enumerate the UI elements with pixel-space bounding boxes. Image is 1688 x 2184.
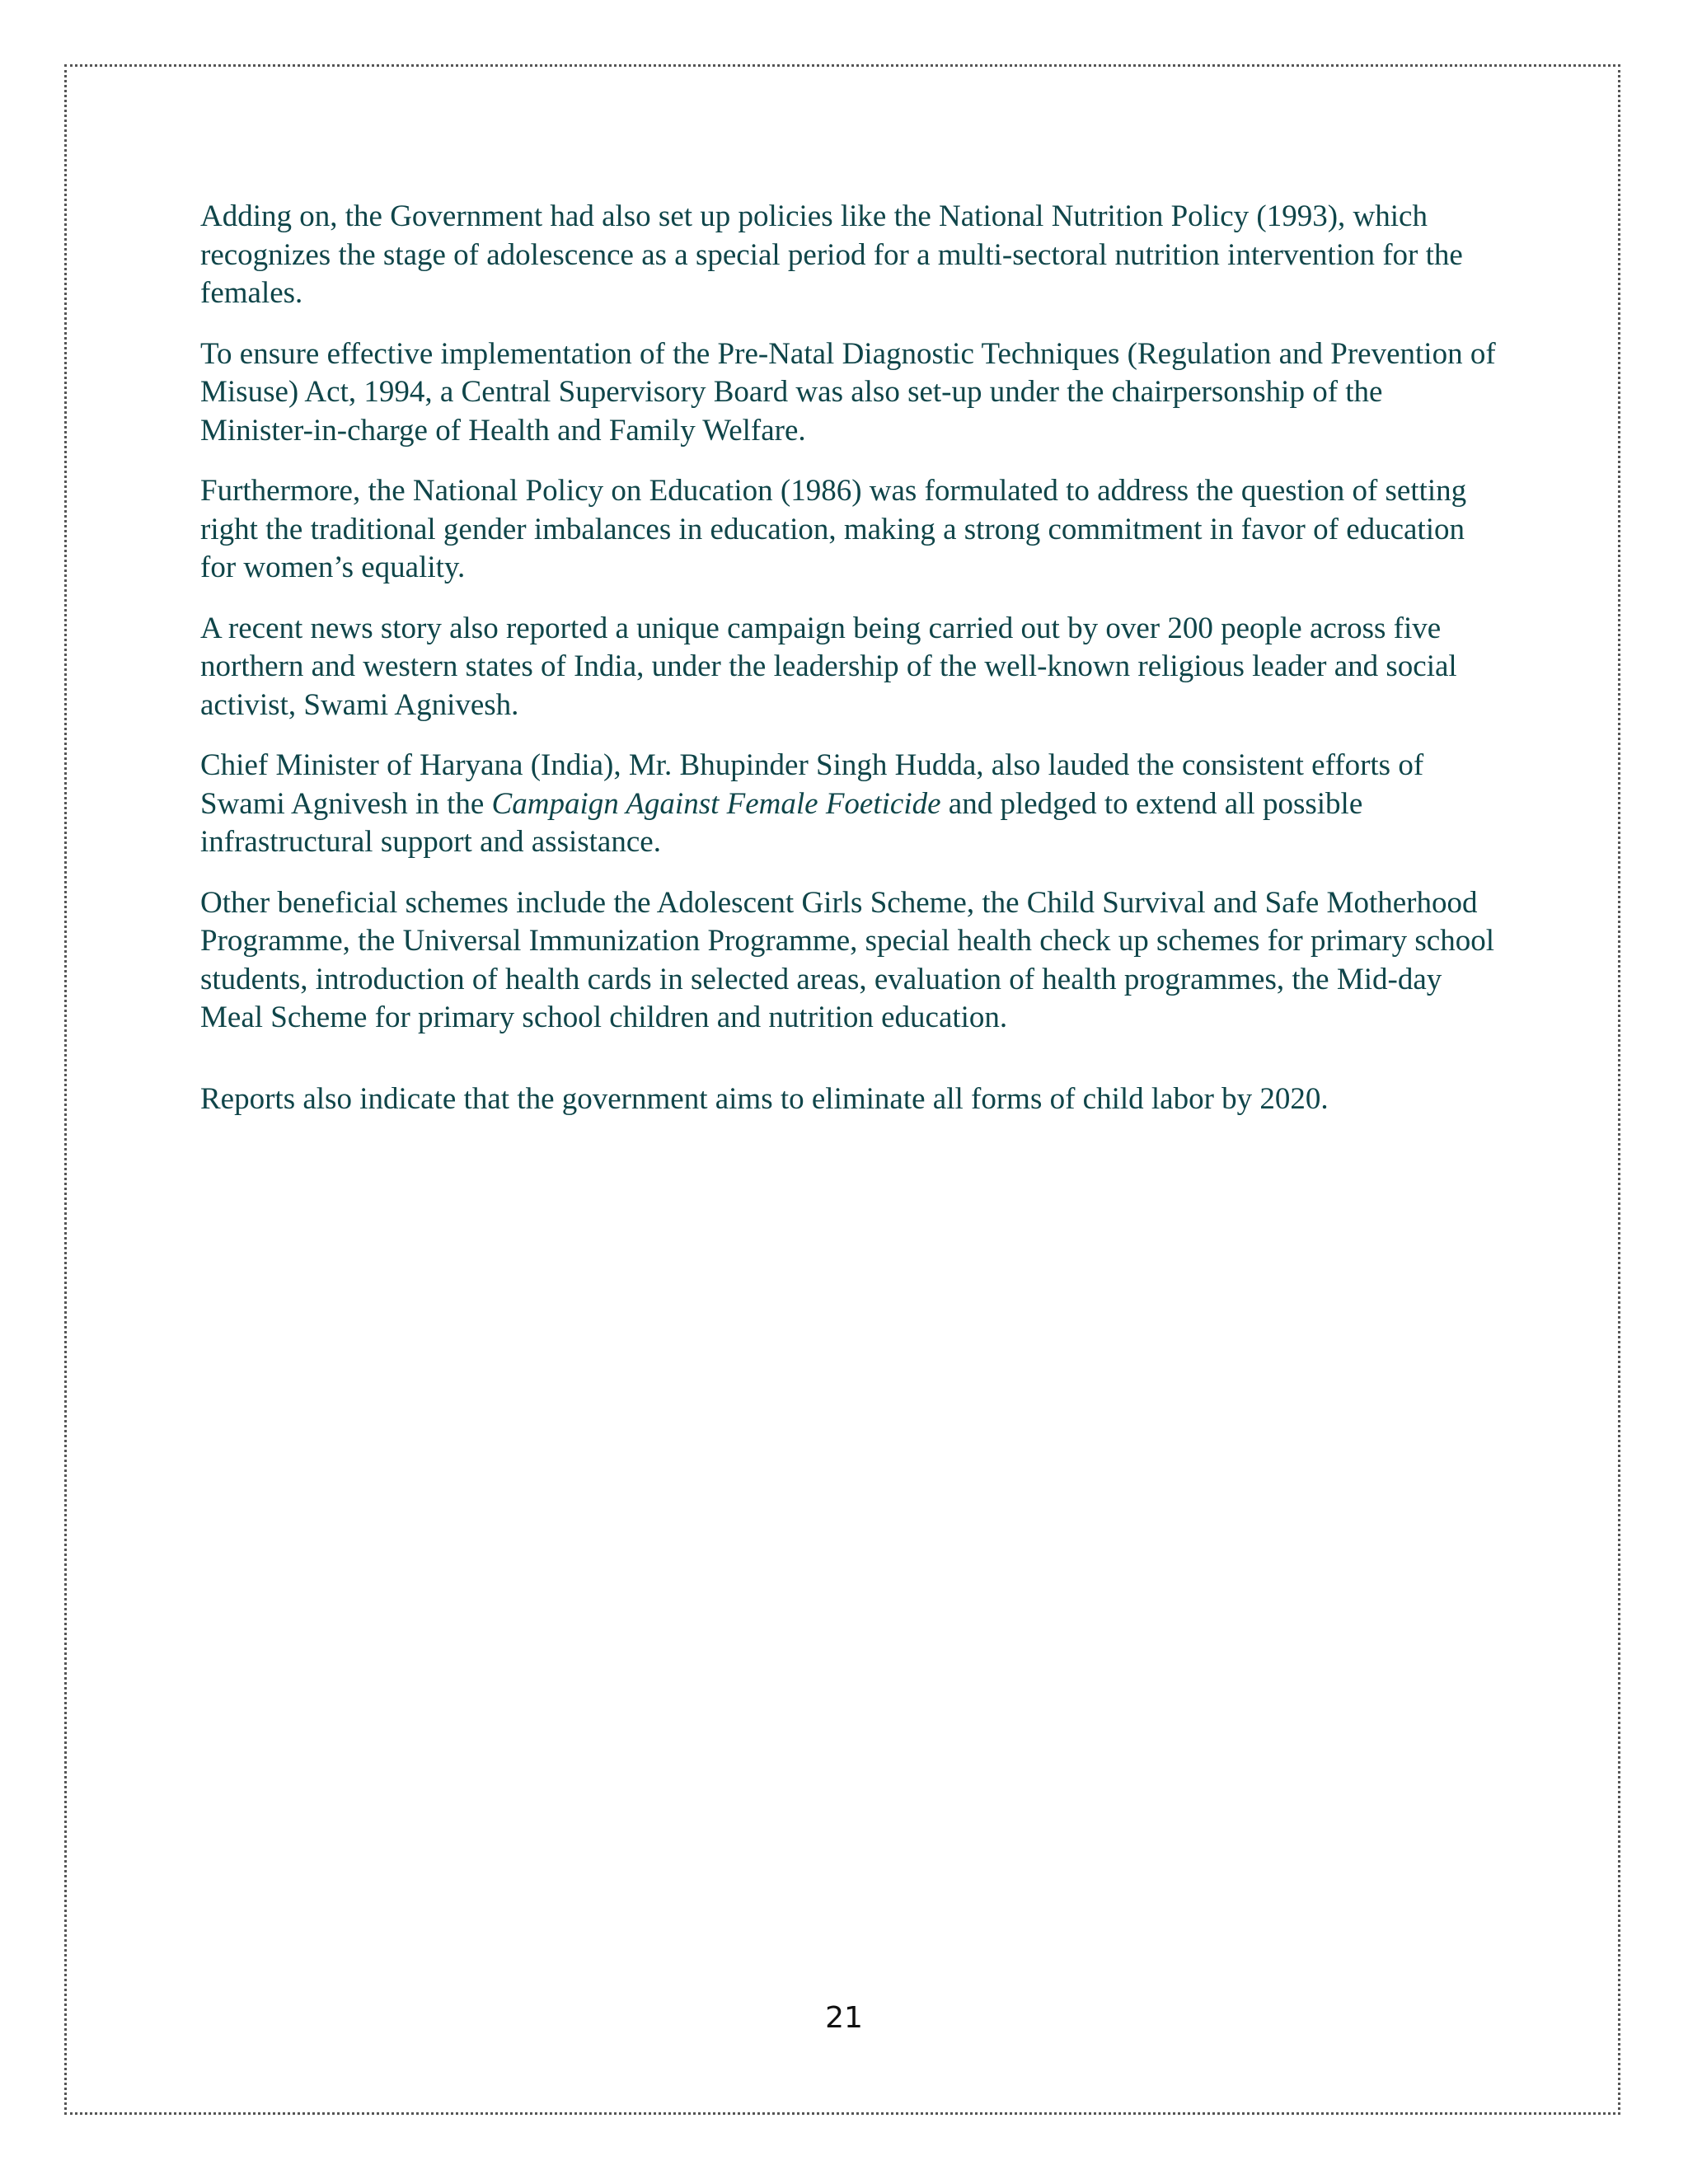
- paragraph-national-nutrition-policy: Adding on, the Government had also set up policies like the National Nutrition Policy (1993), which recognizes the stage of adolescence as a special period for a multi-sectoral nutrition intervention for the females.: [200, 199, 1463, 310]
- page-content: [200, 198, 1503, 1141]
- campaign-title-italic: Campaign Against Female Foeticide: [491, 786, 941, 821]
- paragraph-chief-minister-start: Chief Minister of Haryana (India), Mr. Bhupinder Singh Hudda, also lauded the consistent efforts of Swami Agnivesh in the: [200, 748, 1424, 821]
- paragraph-chief-minister: [200, 747, 1503, 862]
- paragraph-education-policy: Furthermore, the National Policy on Education (1986) was formulated to address the question of setting right the traditional gender imbalances in education, making a strong commitment in favor of education for women’s equality.: [200, 474, 1467, 584]
- paragraph-pndt-act: To ensure effective implementation of the Pre-Natal Diagnostic Techniques (Regulation and Prevention of Misuse) Act, 1994, a Central Supervisory Board was also set-up under the chairpersonship of the Minister-in-charge of Health and Family Welfare.: [200, 336, 1496, 448]
- page-number: 21: [825, 2001, 863, 2035]
- paragraph-chief-minister-end: and pledged to extend all possible infrastructural support and assistance.: [200, 786, 1363, 859]
- paragraph-beneficial-schemes: Other beneficial schemes include the Adolescent Girls Scheme, the Child Survival and Safe Motherhood Programme, the Universal Immunization Programme, special health check up schemes for primary school students, introduction of health cards in selected areas, evaluation of health programmes, the Mid-day Meal Scheme for primary school children and nutrition education.: [200, 885, 1494, 1034]
- paragraph-news-campaign: A recent news story also reported a unique campaign being carried out by over 200 people across five northern and western states of India, under the leadership of the well-known religious leader and social activist, Swami Agnivesh.: [200, 611, 1457, 722]
- paragraph-child-labor: Reports also indicate that the government aims to eliminate all forms of child labor by 2020.: [200, 1081, 1329, 1116]
